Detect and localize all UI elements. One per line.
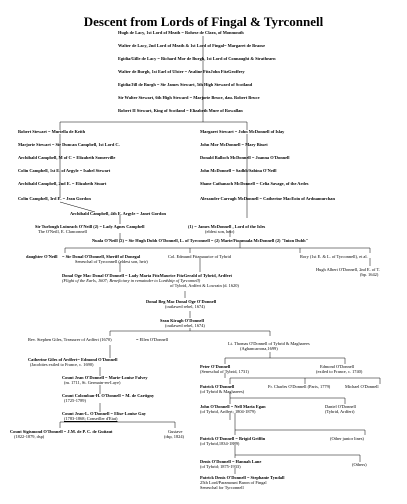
other-junior-lines: (Other junior lines): [330, 436, 364, 441]
donal-beg-odonnell: Donal Beg Mac Donal Oge O'Donnell: [146, 299, 217, 304]
john-odonnell-note: (of Tybrid, Ardfert; 1804-1879): [200, 409, 256, 414]
walter-de-lacy: Walter de Lacy, 2nd Lord of Meath & 1st Lord of Fingal= Margaret de Braose: [118, 43, 266, 48]
fr-charles-odonnell: Fr. Charles O'Donnell (Paris, 1779): [268, 384, 331, 389]
alexander-carragh: Alexander Carragh McDonnell = Catherine MacEoin of Ardnamurchan: [200, 196, 335, 201]
patrick-odonnell-2-note: (of Tybrid,1834-1889): [200, 441, 240, 446]
hugh-de-lacy: Hugh de Lacy, 1st Lord of Meath = Rohese de Clara, of Monmouth: [118, 30, 244, 35]
robert-ii: Robert II Stewart, King of Scotland = Elizabeth Mure of Rowallan: [118, 108, 243, 113]
donal-oge-note: (Flight of the Earls, 1607; Beneficiary in remainder to Lordship of Tyrconnell): [62, 278, 201, 283]
john-mcdonnell: John McDonnell = Sadhb/Sabina O'Neill: [200, 168, 277, 173]
daniel-odonnell-note: (Tybrid, Ardfert): [325, 409, 355, 414]
denis-odonnell: Denis O'Donnell = Hannah Lane: [200, 459, 262, 464]
james-mcdonnell: (1) = James McDonnell , Lord of the Isles: [188, 224, 266, 229]
gustave: Gustave: [168, 429, 183, 434]
colin-campbell-3: Colin Campbell, 3rd E. = Jean Gordon: [18, 196, 91, 201]
shane-cathanach: Shane Cathanach McDonnell = Celia Savage, of the Ardes: [200, 181, 309, 186]
donal-beg-note: (outlawed rebel, 1674): [165, 304, 205, 309]
colin-campbell-1: Colin Campbell, 1st E. of Argyle = Isabel Stewart: [18, 168, 111, 173]
rev-stephen-giles: Rev. Stephen Giles, Treasurer of Ardfert (1670): [28, 337, 112, 342]
chart-title: Descent from Lords of Fingal & Tyrconnell: [83, 14, 324, 29]
catherine-giles-note: (Jacobites exiled to France, c. 1690): [30, 362, 94, 367]
rory-odonnell: Rory (1st E. & L. of Tyrconnell), et al.: [300, 254, 368, 259]
archibald-campbell-2: Archibald Campbell, 2nd E. = Elizabeth Stuart: [18, 181, 107, 186]
walter-de-burgh: Walter de Burgh, 1st Earl of Ulster = Avaline FitzJohn FitzGeoffrey: [118, 69, 245, 74]
patrick-denis-odonnell: Patrick Denis O'Donnell = Stephanie Tyndall: [200, 475, 285, 480]
seneschal-tyrconnell: Seneschal for Tyrconnell: [200, 485, 244, 490]
donal-oge-odonnell: Donal Oge Mac Donal O'Donnell = Lady Maria FitzMaurice FitzGerald of Tybrid, Ardfert: [62, 273, 233, 278]
egidia-de-lacy: Egidia/Gille de Lacy = Richard Mor de Burgh, 1st Lord of Connaught & Strathearn: [118, 56, 276, 61]
margaret-stewart: Margaret Stewart = John McDonnell of Islay: [200, 129, 285, 134]
turlough-title: The O'Neill, E. Clanconnell: [38, 229, 87, 234]
archibald-campbell: Archibald Campbell, M of C = Elizabeth Somerville: [18, 155, 116, 160]
archibald-campbell-4: Archibald Campbell, 4th E. Argyle = Janet Gordon: [70, 211, 166, 216]
edmond-odonnell-exile: Edmond O'Donnell: [320, 364, 355, 369]
robert-stewart: Robert Stewart = Muriella de Keith: [18, 129, 86, 134]
count-jean-l-note: (1783-1868; Conseiller d'Etat): [64, 416, 118, 421]
count-sigismond: Count Sigismond O'Donnell = J.M. de P. C. de Guitaut: [10, 429, 113, 434]
lt-thomas-odonnell: Lt. Thomas O'Donnell of Tybrid & Magharees: [228, 341, 310, 346]
ellen-odonnell: = Ellen O'Donnell: [136, 337, 169, 342]
col-edmund-fitzmaurice: Col. Edmund Fitzmaurice of Tybrid: [168, 254, 231, 259]
donal-oge-note-2: of Tybrid, Ardfert & Lowrain (d. 1620): [170, 283, 239, 288]
others: (Others): [352, 462, 367, 467]
john-mor-mcdonnell: John Mor McDonnell = Mary Bisset: [200, 142, 268, 147]
nuala-oneill: Nuala O'Neill (2) = Sir Hugh Dubh O'Donnell, L. of Tyrconnell = (2) Marie/Fionnuala McDonnell (2) "Inion Dubh": [92, 238, 309, 243]
lt-thomas-note: (Aghancarrona,1699): [240, 346, 278, 351]
catherine-giles: Catherine Giles of Ardfert= Edmond O'Donnell: [28, 357, 118, 362]
count-colomban-note: (1725-1789): [64, 398, 86, 403]
patrick-odonnell-2: Patrick O'Donnell = Brigid Griffin: [200, 436, 266, 441]
hugh-albert-note: (bp. 1642): [360, 272, 379, 277]
count-sigismond-note: (1822-1879, dsp): [14, 434, 45, 439]
peter-odonnell-note: (Seneschal of Tybrid, 1731): [200, 369, 249, 374]
daniel-odonnell: Daniel O'Donnell: [325, 404, 356, 409]
count-colomban: Count Colomban-H. O'Donnell = M. de Cartigny: [62, 393, 155, 398]
peter-odonnell: Peter O'Donnell: [200, 364, 231, 369]
patrick-odonnell-1: Patrick O'Donnell: [200, 384, 235, 389]
count-jean-note: (m. 1711, St. Germain-en-Laye): [64, 380, 121, 385]
hugh-albert-odonnell: Hugh Albert O'Donnell, 2nd E. of T.: [316, 267, 380, 272]
donal-odonnell-note: Seneschal of Tyrconnell (eldest son, heir): [75, 259, 148, 264]
walter-stewart: Sir Walter Stewart, 6th High Steward = Marjorie Bruce, dau. Robert Bruce: [118, 95, 260, 100]
donal-odonnell: = Sir Donal O'Donnell, Sheriff of Donegal: [62, 254, 141, 259]
count-jean-l: Count Jean-L. O'Donnell = Elise-Louise Gay: [62, 411, 146, 416]
denis-odonnell-note: (of Tybrid; 1875-1933): [200, 464, 241, 469]
patrick-denis-title: 25th Lord/Paramount Baron of Fingal: [200, 480, 267, 485]
patrick-odonnell-1-note: (of Tybrid & Magharees): [200, 389, 245, 394]
james-mcdonnell-note: (eldest son, heir): [205, 229, 235, 234]
michael-odonnell: Michael O'Donnell: [345, 384, 379, 389]
gustave-note: (dsp, 1824): [164, 434, 185, 439]
turlough-oneill: Sir Turlough Luineach O'Neill (2) = Lady Agnes Campbell: [35, 224, 145, 229]
sean-kiragh-note: (outlawed rebel, 1674): [165, 323, 205, 328]
john-odonnell: John O'Donnell = Nell Maria Egan: [200, 404, 266, 409]
egidia-de-burgh: Egidia/Jill de Burgh = Sir James Stewart, 5th High Steward of Scotland: [118, 82, 253, 87]
count-jean-odonnell: Count Jean O'Donnell = Marie-Louise Falvey: [62, 375, 148, 380]
donald-balloch: Donald Balloch McDonnell = Joanna O'Donnell: [200, 155, 290, 160]
sean-kiragh-odonnell: Sean Kiragh O'Donnell: [160, 318, 204, 323]
daughter-oneill: daughter O'Neill: [26, 254, 58, 259]
marjorie-stewart: Marjorie Stewart = Sir Duncan Campbell, 1st Lord C.: [18, 142, 120, 147]
edmond-odonnell-exile-note: (exiled to France, c. 1740): [316, 369, 363, 374]
